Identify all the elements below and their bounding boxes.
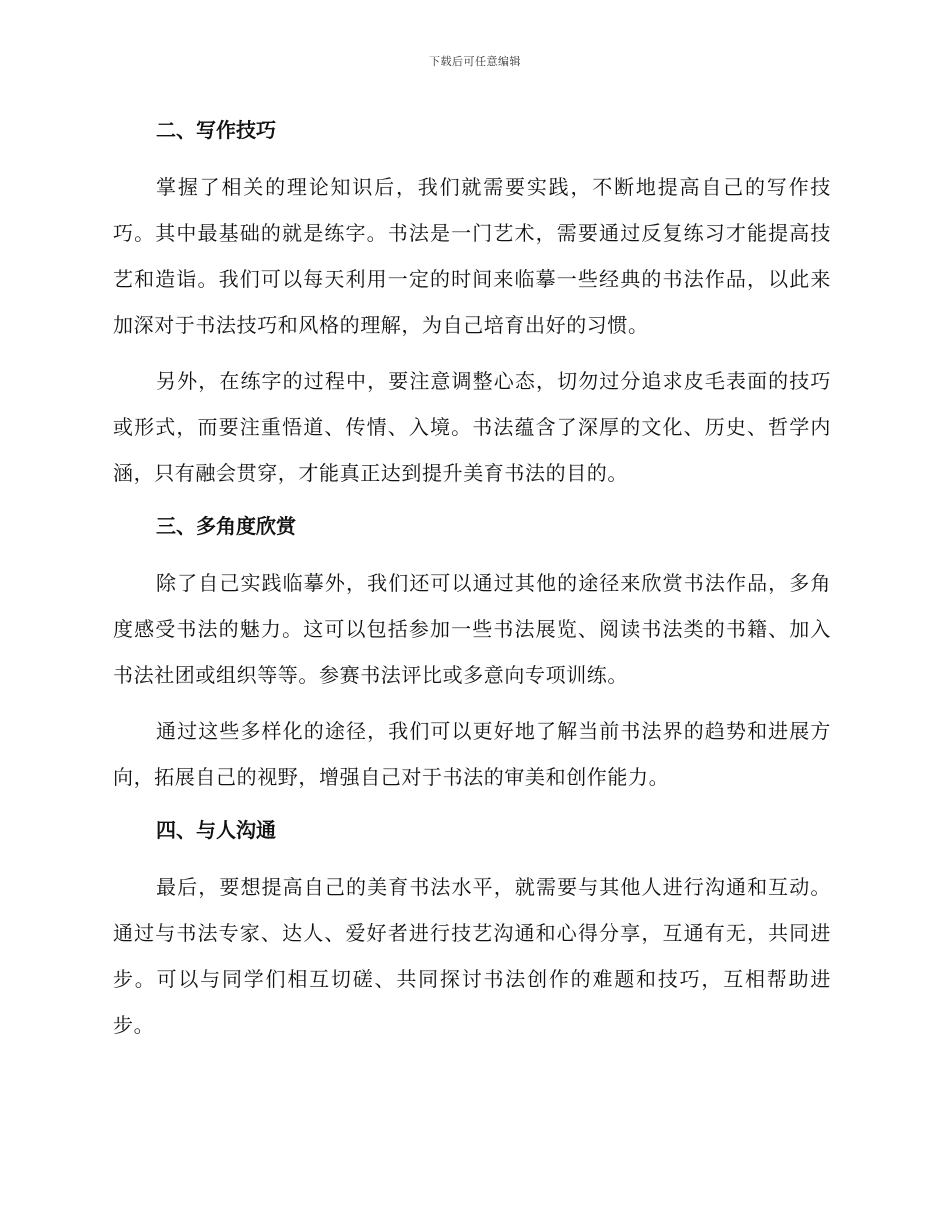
section-communication (113, 812, 831, 1048)
section-heading: 三、多角度欣赏 (156, 514, 296, 538)
section-heading: 二、写作技巧 (156, 118, 276, 142)
paragraph: 通过这些多样化的途径，我们可以更好地了解当前书法界的趋势和进展方向，拓展自己的视野，增强自己对于书法的审美和创作能力。 (113, 719, 831, 789)
paragraph: 除了自己实践临摹外，我们还可以通过其他的途径来欣赏书法作品，多角度感受书法的魅力。这可以包括参加一些书法展览、阅读书法类的书籍、加入书法社团或组织等等。参赛书法评比或多意向专项训练。 (113, 571, 831, 687)
section-multi-angle-appreciation (113, 508, 831, 800)
paragraph: 最后，要想提高自己的美育书法水平，就需要与其他人进行沟通和互动。通过与书法专家、达人、爱好者进行技艺沟通和心得分享，互通有无，共同进步。可以与同学们相互切磋、共同探讨书法创作的难题和技巧，互相帮助进步。 (113, 875, 831, 1037)
paragraph: 另外，在练字的过程中，要注意调整心态，切勿过分追求皮毛表面的技巧或形式，而要注重悟道、传情、入境。书法蕴含了深厚的文化、历史、哲学内涵，只有融会贯穿，才能真正达到提升美育书法的目的。 (113, 369, 831, 485)
header-note: 下载后可任意编辑 (429, 55, 521, 68)
section-writing-skills (113, 112, 831, 496)
section-heading: 四、与人沟通 (156, 818, 276, 842)
document-body (113, 112, 831, 1048)
paragraph: 掌握了相关的理论知识后，我们就需要实践，不断地提高自己的写作技巧。其中最基础的就是练字。书法是一门艺术，需要通过反复练习才能提高技艺和造诣。我们可以每天利用一定的时间来临摹一些经典的书法作品，以此来加深对于书法技巧和风格的理解，为自己培育出好的习惯。 (113, 175, 831, 337)
